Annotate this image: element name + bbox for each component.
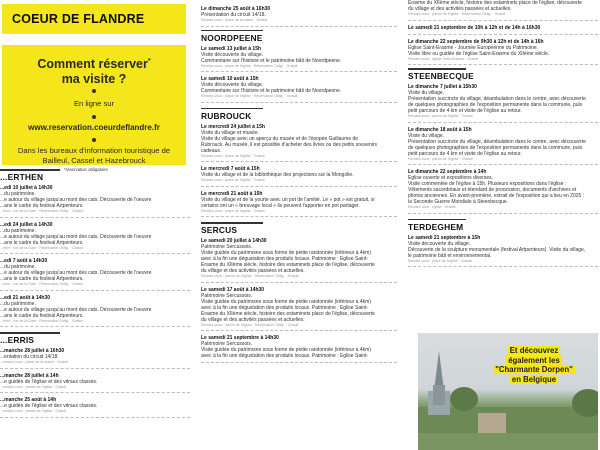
event-date: Le samedi 20 juillet à 14h30	[201, 238, 267, 244]
section-title: TERDEGHEM	[408, 221, 464, 232]
event-text: ...du patrimoine.	[0, 191, 36, 197]
event-text: avec à la fin une dégustation des produits locaux. Patrimoine : Eglise Saint-	[201, 353, 369, 359]
event-text: ...ans le cadre du festival Artpenteurs.	[0, 203, 84, 209]
event-item	[201, 46, 341, 69]
event-text: le patrimoine bâti et environnemental.	[408, 252, 492, 259]
event-text: ...ans le cadre du festival Artpenteurs.	[0, 312, 84, 319]
event-divider	[0, 217, 190, 218]
event-divider	[0, 417, 190, 418]
event-date: ...manche 25 août à 14h	[0, 397, 57, 403]
event-date: ...edi 7 août à 14h30	[0, 258, 48, 264]
event-text: ...du patrimoine.	[0, 264, 36, 270]
brand-title: COEUR DE FLANDRE	[12, 12, 145, 26]
event-text: ...e guidée de l'église et des vitraux classés.	[0, 378, 98, 385]
event-text: Visite du village et musée.	[201, 129, 259, 136]
event-text: Visite du village.	[408, 90, 445, 96]
event-text: Eglise ouverte et expositions diverses.	[408, 175, 494, 181]
event-text: Erasme du XIIème siècle, histoire des estaminets place de l'église, découverte	[201, 262, 375, 268]
event-date: Le dimanche 22 septembre à 14h	[408, 169, 487, 175]
event-text: du village et des activités passées et actuelles.	[201, 316, 305, 323]
section-title: ...ERTHEN	[0, 172, 44, 182]
section-heading	[201, 111, 263, 121]
section-title: ...ERRIS	[0, 335, 35, 345]
section-heading	[201, 225, 263, 235]
event-date: ...edi 10 juillet à 14h30	[0, 185, 53, 191]
event-divider	[201, 282, 397, 283]
event-meta: Rendez-vous : parvis de l'église · Gratuit	[408, 114, 473, 118]
event-item	[201, 191, 374, 214]
event-date: ...edi 24 juillet à 14h30	[0, 221, 53, 228]
event-text: Visite libre ou guidée de l'église Saint-Erasme du XIIème siècle.	[408, 50, 550, 57]
event-divider	[408, 34, 598, 35]
event-text: Présentation succincte du village, déambulation dans le centre, avec découverte	[408, 138, 586, 145]
event-text: Visite du village avec un aperçu du musée et de l'épopée Guillaume de	[201, 135, 359, 142]
event-meta: Rendez-vous : place de l'église · Réservation Oblig. · Gratuit	[201, 63, 298, 68]
column-middle	[197, 0, 399, 450]
event-date: Le mercredi 21 août à 15h	[201, 190, 263, 197]
event-text: photos anciennes. En avant-première, extrait de l'exposition qui a lieu en 2025 :	[408, 193, 585, 199]
event-text: Présentation succincte du village, déambulation dans le centre, avec découverte	[408, 96, 586, 102]
section-title: RUBROUCK	[201, 110, 252, 121]
event-text: Commentaire sur l'histoire et le patrimoine bâti de Noordpeene.	[201, 88, 342, 94]
event-text: Visite du village et de la bibliothèque des projections sur la Mongolie.	[201, 172, 354, 178]
section-heading	[0, 335, 60, 345]
event-meta: Rendez-vous : place de l'église · Gratuit	[408, 258, 472, 263]
event-text: ...e autour du village jusqu'au mont des cats. Découverte de l'oeuvre	[0, 306, 152, 313]
event-text: Visite du village et de la yourte avec un pot de l'amitié. Le « pot » est gratuit, si	[201, 196, 375, 203]
event-text: ...e autour du village jusqu'au mont des cats. Découverte de l'oeuvre	[0, 270, 152, 276]
event-divider	[0, 392, 190, 393]
event-text: du village et des activités passées et actuelles.	[201, 268, 305, 274]
event-item	[408, 84, 586, 119]
event-divider	[0, 326, 190, 327]
event-text: Visite commentée de l'église à 15h. Plusieurs expositions dans l'église :	[408, 181, 567, 187]
event-text: Eglise Saint-Erasme - Journée Européenne du Patrimoine.	[408, 44, 539, 51]
event-item	[408, 39, 549, 62]
event-text: Présentation du circuit 14/18.	[201, 12, 266, 18]
event-divider	[408, 213, 598, 214]
event-meta: Rendez-vous : place de l'église · Gratuit	[201, 208, 265, 213]
event-text: Rubrouck. Au musée, il est possible d'acheter des livres ou des petits souvenirs	[201, 141, 378, 148]
section-title: STEENBECQUE	[408, 71, 474, 81]
event-text: la Seconde Guerre Mondiale à Steenbecque.	[408, 199, 509, 205]
event-text: Commentaire sur l'histoire et le patrimoine bâti de Noordpeene.	[201, 57, 342, 64]
event-divider	[201, 26, 397, 27]
event-text: Visite guidée du patrimoine sous forme de petite randonnée (inférieur à 4km)	[201, 347, 372, 353]
event-meta: ...rendez-vous : parvis de l'église · Gratuit	[0, 384, 67, 389]
event-divider	[408, 266, 598, 267]
event-date: ...manche 28 juillet à 14h	[0, 372, 59, 379]
event-text: Patrimoine Sercussois.	[201, 292, 253, 299]
reservation-title: Comment réserver* ma visite ?	[37, 57, 151, 87]
event-divider	[201, 330, 397, 331]
event-divider	[408, 164, 598, 165]
event-item	[0, 348, 68, 365]
column-left	[0, 0, 190, 450]
event-meta: ...érier : rue de la Gare · Réservation Oblig. · Gratuit	[0, 209, 83, 213]
event-text: cadeaux.	[201, 147, 222, 154]
event-item	[0, 295, 151, 324]
event-text: du village et des activités passées et actuelles.	[408, 6, 512, 12]
event-text: ...ans le cadre du festival Artpenteurs.	[0, 239, 84, 246]
event-date: Le dimanche 18 août à 15h	[408, 126, 472, 133]
event-meta: Rendez-vous : place de la mairie · Gratuit	[201, 18, 268, 22]
event-text: Visite guidée du patrimoine sous forme de petite randonnée (inférieur à 4km)	[201, 298, 372, 305]
offices-line-1: Dans les bureaux d'information touristique de	[17, 146, 171, 155]
event-item	[408, 169, 584, 210]
tree-shape	[450, 387, 478, 411]
offices-line-2: Bailleul, Cassel et Hazebrouck	[42, 156, 146, 165]
event-item	[408, 127, 586, 162]
charmante-dorpen-photo	[418, 333, 598, 450]
event-text: ...ans le cadre du festival Artpenteurs.	[0, 276, 84, 282]
event-divider	[0, 290, 190, 291]
event-date: Le samedi 21 septembre à 14h30	[201, 335, 279, 341]
event-meta: ...rendez-vous : parvis de l'église · Gratuit	[0, 409, 67, 413]
charmante-dorpen-label: Et découvrez également les "Charmante Dorpen" en Belgique	[495, 346, 573, 384]
event-text: Visite découverte du village.	[201, 82, 264, 88]
event-date: Le mercredi 24 juillet à 15h	[201, 123, 265, 130]
reservation-box	[2, 45, 186, 165]
event-divider	[201, 161, 397, 162]
event-text: Erasme du XIIème siècle, histoire des estaminets place de l'église, découverte	[408, 0, 582, 6]
house-shape	[478, 413, 506, 433]
bullet-dot	[92, 138, 96, 142]
event-date: Le samedi 21 septembre à 15h	[408, 234, 481, 241]
event-text: ...e autour du village jusqu'au mont des cats. Découverte de l'oeuvre	[0, 233, 152, 240]
event-text: Patrimoine Sercussois.	[201, 341, 253, 347]
event-text: Visite du village.	[408, 132, 445, 139]
section-heading	[408, 222, 466, 232]
event-item	[201, 76, 341, 99]
event-meta: Rendez-vous : place de l'église · Gratuit	[201, 178, 265, 182]
event-text: ...du patrimoine.	[0, 227, 36, 234]
event-item	[201, 335, 371, 359]
event-text: avec à la fin une dégustation des produits locaux. Patrimoine : Eglise Saint-	[201, 256, 369, 262]
bullet-dot	[92, 89, 96, 93]
event-text: ...entation du circuit 14/18.	[0, 354, 59, 360]
event-divider	[201, 102, 397, 103]
event-item	[201, 124, 377, 159]
event-text: Visite découverte du village.	[408, 240, 471, 247]
event-meta: Rendez-vous : place de l'église · Gratuit	[201, 153, 265, 158]
event-divider	[0, 368, 190, 369]
event-item	[201, 166, 354, 183]
section-heading	[0, 172, 60, 182]
event-divider	[201, 186, 397, 187]
event-date: ...manche 28 juillet à 16h30	[0, 348, 65, 354]
event-text: ...e autour du village jusqu'au mont des cats. Découverte de l'oeuvre	[0, 197, 152, 203]
event-text: Vêtements sacerdotaux et étendard de procession, documents d'archives et	[408, 187, 577, 193]
event-date: Le samedi 17 août à 14h30	[201, 286, 265, 293]
lawn-shape	[418, 433, 598, 450]
event-meta: Rendez-vous : parvis de l'église · Gratuit	[408, 156, 473, 161]
section-rule	[201, 30, 263, 32]
event-divider	[201, 216, 397, 217]
brand-banner	[2, 4, 186, 34]
event-item	[408, 235, 585, 264]
church-tower	[433, 385, 445, 405]
event-meta: ...érier : rue de la Gare · Réservation Oblig. · Gratuit	[0, 245, 83, 250]
event-item	[408, 0, 582, 17]
event-item	[0, 397, 97, 414]
event-date: Le dimanche 25 août à 16h30	[201, 6, 271, 12]
event-divider	[201, 362, 397, 363]
section-title: SERCUS	[201, 225, 238, 235]
event-item	[201, 238, 375, 279]
event-date: Le samedi 13 juillet à 15h	[201, 45, 262, 52]
event-meta: ...rendez-vous : place de la mairie · Gratuit	[0, 360, 68, 364]
event-item	[201, 287, 375, 328]
event-divider	[0, 253, 190, 254]
section-rule	[201, 108, 263, 110]
event-text: certains ont un « breuvage local » ils peuvent l'apporter en pot partager.	[201, 202, 360, 209]
event-item	[0, 222, 151, 251]
reservation-url[interactable]: www.reservation.coeurdeflandre.fr	[28, 123, 160, 132]
event-item	[0, 373, 97, 390]
section-rule	[408, 68, 466, 70]
section-rule	[408, 219, 466, 221]
event-meta: Rendez-vous : église · Gratuit	[408, 205, 456, 209]
event-meta: Rendez-vous : parvis de l'église · Réservation Oblig. · Gratuit	[408, 12, 506, 16]
event-divider	[201, 71, 397, 72]
event-text: petit parcours de 4 km et visite de l'église au retour.	[408, 150, 522, 157]
column-right	[408, 0, 600, 450]
event-text: Visite guidée du patrimoine sous forme de petite randonnée (inférieur à 4km)	[201, 250, 372, 256]
section-rule	[0, 332, 60, 334]
section-heading	[201, 33, 263, 43]
event-item	[0, 185, 151, 214]
event-date: Le dimanche 22 septembre de 9h30 à 12h et de 14h à 16h	[408, 38, 544, 45]
event-text: avec à la fin une dégustation des produits locaux. Patrimoine : Eglise Saint-	[201, 304, 369, 311]
event-text: Patrimoine Sercussois.	[201, 244, 253, 250]
event-meta: Rendez-vous : place de l'église · Réservation Oblig. · Gratuit	[201, 94, 298, 98]
event-date: ...edi 21 août à 14h30	[0, 294, 51, 301]
event-item	[0, 258, 151, 287]
event-text: petit parcours de 4 km et visite de l'église au retour.	[408, 108, 522, 114]
event-date: Le dimanche 7 juillet à 15h30	[408, 84, 477, 90]
section-rule	[201, 222, 263, 224]
event-text: Erasme du XIIème siècle, histoire des estaminets place de l'église, découverte	[201, 310, 375, 317]
event-text: Visite découverte du village.	[201, 51, 264, 58]
event-text: de quelques photographies de l'exposition permanente dans la commune, puis	[408, 144, 583, 151]
event-divider	[408, 20, 598, 21]
event-meta: ...érier : rue de la Gare · Réservation Oblig. · Gratuit	[0, 282, 83, 286]
bullet-dot	[92, 115, 96, 119]
event-item	[201, 6, 270, 23]
section-rule	[0, 169, 60, 171]
event-meta: Rendez-vous : parvis de l'église · Réservation Oblig. · Gratuit	[201, 322, 299, 327]
section-title: NOORDPEENE	[201, 32, 263, 43]
event-text: Découverte de la sculpture monumentale (festival Artpenteurs). Visite du village,	[408, 246, 586, 253]
online-label: En ligne sur	[73, 99, 115, 108]
event-date: Le samedi 10 août à 15h	[201, 76, 259, 82]
event-meta: ...érier : rue de la Gare · Réservation Oblig. · Gratuit	[0, 318, 83, 323]
reservation-footnote: *réservation obligatoire	[64, 167, 108, 172]
section-heading	[408, 71, 474, 81]
event-date: Le samedi 21 septembre de 10h à 12h et de 14h à 16h30	[408, 24, 541, 31]
event-item	[408, 25, 540, 31]
event-text: ...e guidée de l'église et des vitraux classés.	[0, 403, 98, 409]
event-meta: Rendez-vous : église Saint-Erasme · Gratuit	[408, 56, 479, 61]
event-meta: Rendez-vous : parvis de l'église · Réservation Oblig. · Gratuit	[201, 274, 299, 278]
event-text: ...du patrimoine.	[0, 300, 36, 307]
event-date: Le mercredi 7 août à 15h	[201, 166, 260, 172]
event-divider	[408, 64, 598, 65]
event-text: de quelques photographies de l'exposition permanente dans la commune, puis	[408, 102, 583, 108]
event-divider	[408, 122, 598, 123]
